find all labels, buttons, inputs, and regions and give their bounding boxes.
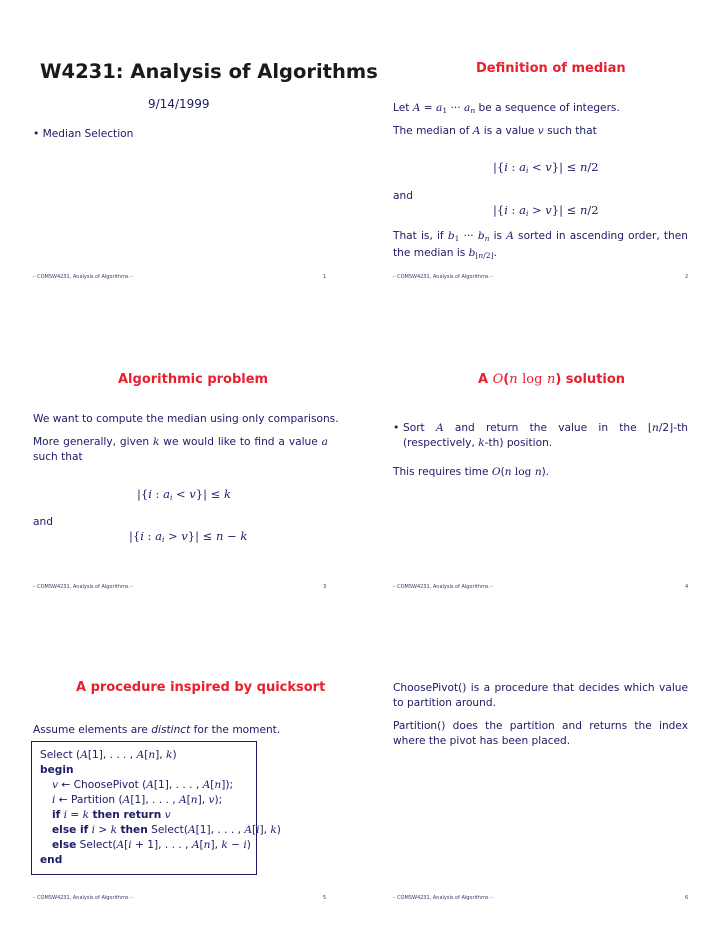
page-number: 5 xyxy=(323,895,327,901)
paragraph: ChoosePivot() is a procedure that decides which value to partition around. xyxy=(393,682,688,709)
algorithm-box xyxy=(31,741,281,875)
page-number: 1 xyxy=(323,274,327,280)
sorted-explanation: That is, if $b_1$ ··· $b_n$ is A sorted in ascending order, then the median is $b_{⌊n/2⌋}$. xyxy=(393,230,688,260)
paragraph: More generally, given k we would like to find a value a such that xyxy=(33,436,328,463)
slide-1 xyxy=(0,0,378,310)
algo-line: Select (A[1], . . . , A[n], k) xyxy=(40,749,177,761)
bullet-item xyxy=(33,127,133,142)
slide-footer: – COMSW4231, Analysis of Algorithms – xyxy=(393,895,493,901)
and-word: and xyxy=(393,190,413,202)
algo-line: else Select(A[i + 1], . . . , A[n], k − i) xyxy=(52,839,251,851)
algo-line: end xyxy=(40,854,63,866)
time-statement: This requires time O(n log n). xyxy=(393,466,550,478)
algo-line: i ← Partition (A[1], . . . , A[n], v); xyxy=(52,794,223,806)
slide-2 xyxy=(360,0,720,310)
slide-footer: – COMSW4231, Analysis of Algorithms – xyxy=(393,584,493,590)
formula-greater: |{i : $a_i > v\}| \le n - k$ xyxy=(129,529,248,544)
algo-line: begin xyxy=(40,764,74,776)
bullet-icon: • xyxy=(33,128,40,140)
page-number: 6 xyxy=(685,895,689,901)
slide-date: 9/14/1999 xyxy=(148,97,210,111)
page-number: 4 xyxy=(685,584,689,590)
formula-less: |{i : $a_i < v\}| \le n/2$ xyxy=(493,160,599,175)
page-number: 2 xyxy=(685,274,689,280)
algo-line: v ← ChoosePivot (A[1], . . . , A[n]); xyxy=(52,779,234,791)
page-number: 3 xyxy=(323,584,327,590)
slide-5 xyxy=(0,622,360,932)
assumption: Assume elements are distinct for the moment. xyxy=(33,724,281,736)
definition-line: Let $A = a_1$ ··· $a_n$ be a sequence of integers. xyxy=(393,102,620,115)
slide-title: Algorithmic problem xyxy=(118,372,269,387)
and-word: and xyxy=(33,516,53,528)
median-def-line: The median of A is a value v such that xyxy=(393,125,597,137)
algo-line: else if i > k then Select(A[1], . . . , A[i], k) xyxy=(52,824,281,836)
paragraph: Partition() does the partition and returns the index where the pivot has been placed. xyxy=(393,720,688,747)
slide-title: Definition of median xyxy=(476,61,626,76)
formula-less: |{i : $a_i < v\}| \le k$ xyxy=(137,487,231,502)
bullet-text: Median Selection xyxy=(42,128,134,140)
bullet-item: • Sort A and return the value in the ⌊n/2⌋-th (respectively, k-th) position. xyxy=(393,422,688,449)
formula-greater: |{i : $a_i > v\}| \le n/2$ xyxy=(493,203,599,218)
slide-4 xyxy=(360,311,720,621)
slide-footer: – COMSW4231, Analysis of Algorithms – xyxy=(33,895,133,901)
bullet-icon: • xyxy=(393,422,400,434)
slide-footer: – COMSW4231, Analysis of Algorithms – xyxy=(33,274,133,280)
slide-3 xyxy=(0,311,360,621)
slide-title: W4231: Analysis of Algorithms xyxy=(40,60,378,83)
slide-title: A O(n log n) solution xyxy=(478,372,626,387)
paragraph: We want to compute the median using only comparisons. xyxy=(33,413,339,425)
slide-6 xyxy=(360,622,720,932)
slide-footer: – COMSW4231, Analysis of Algorithms – xyxy=(393,274,493,280)
slide-title: A procedure inspired by quicksort xyxy=(76,680,326,695)
slide-footer: – COMSW4231, Analysis of Algorithms – xyxy=(33,584,133,590)
algo-line: if i = k then return v xyxy=(52,809,171,821)
